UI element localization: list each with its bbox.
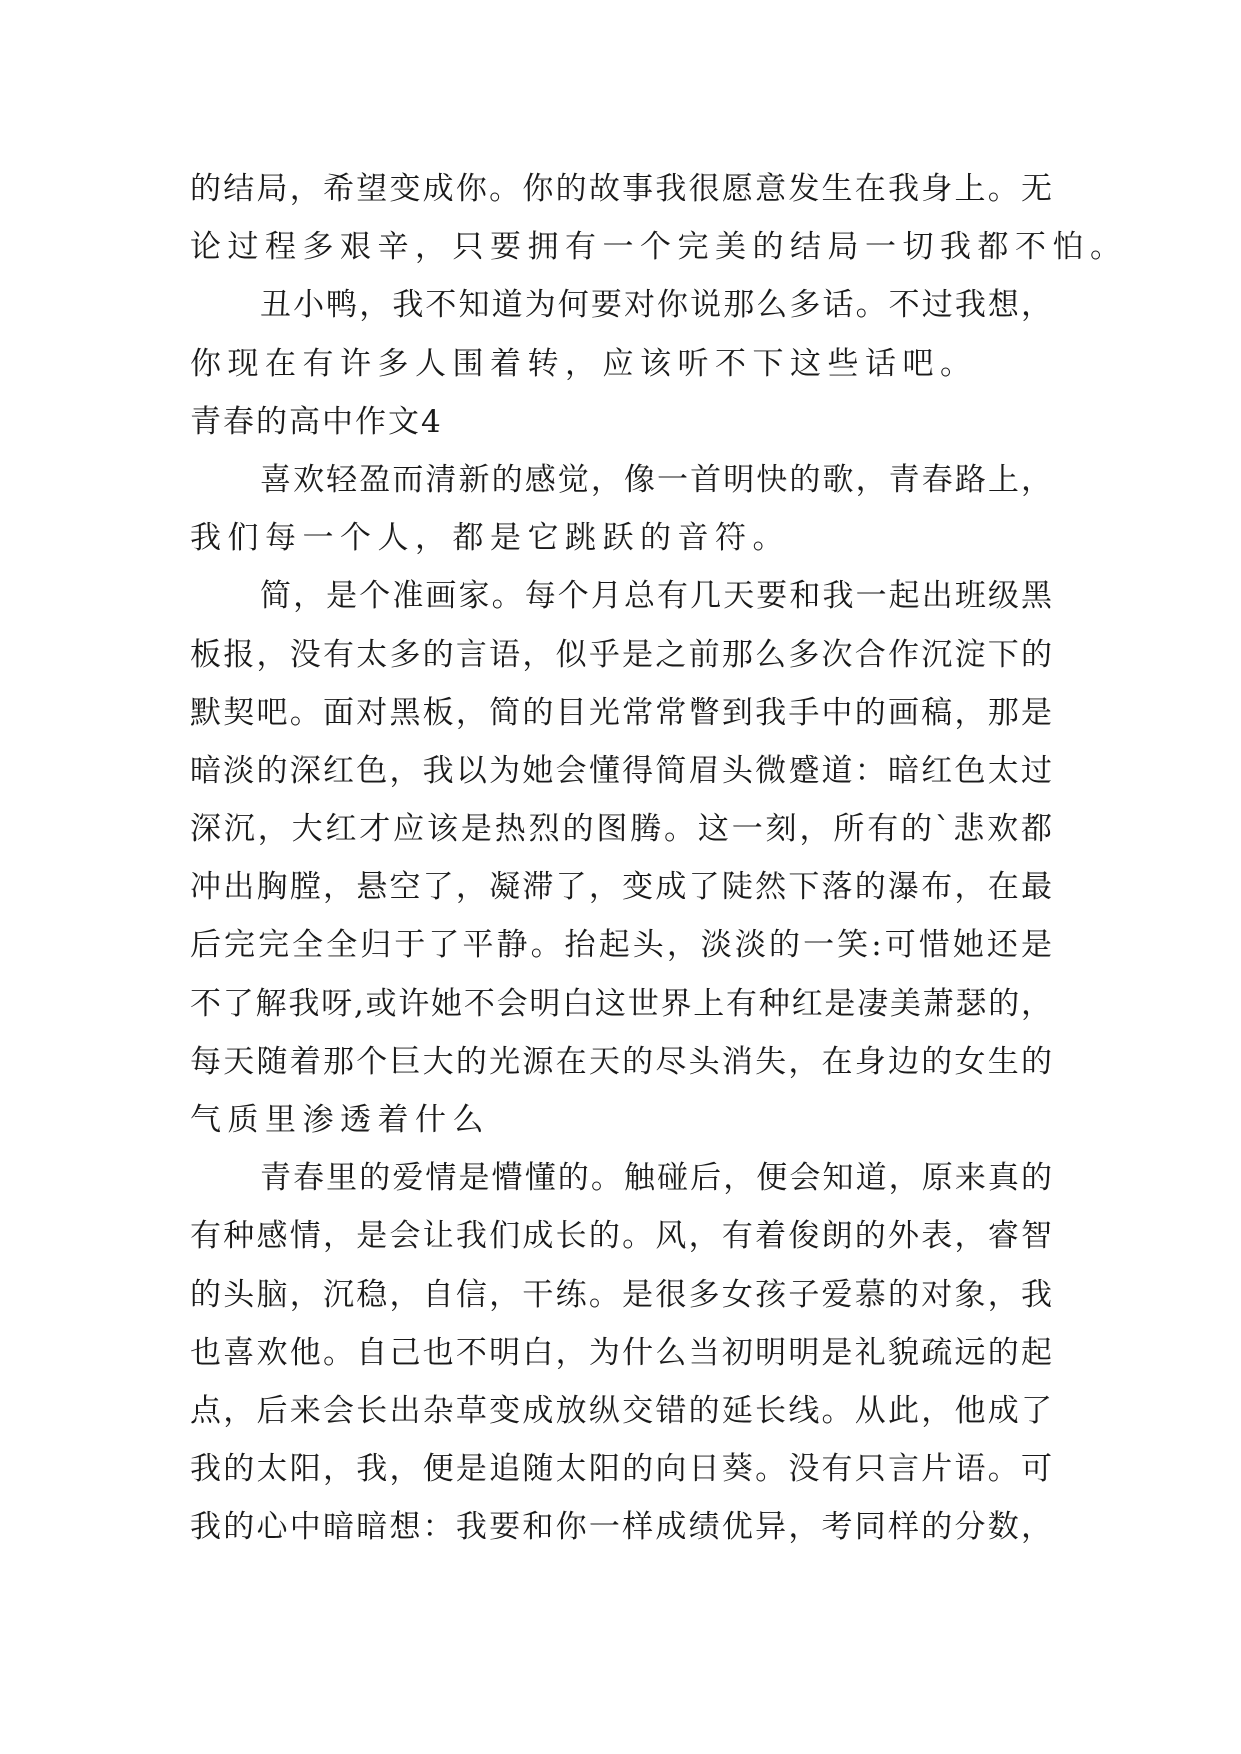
text-line: 我的心中暗暗想：我要和你一样成绩优异，考同样的分数， (190, 1509, 1052, 1546)
text-line: 你现在有许多人围着转，应该听不下这些话吧。 (190, 345, 978, 382)
text-line: 的结局，希望变成你。你的故事我很愿意发生在我身上。无 (190, 171, 1052, 207)
text-line: 板报，没有太多的言语，似乎是之前那么多次合作沉淀下的 (190, 636, 1052, 673)
text-line: 青春里的爱情是懵懂的。触碰后，便会知道，原来真的 (260, 1160, 1052, 1197)
text-line: 每天随着那个巨大的光源在天的尽头消失，在身边的女生的 (190, 1043, 1052, 1080)
text-line: 简，是个准画家。每个月总有几天要和我一起出班级黑 (260, 578, 1052, 615)
text-line: 冲出胸膛，悬空了，凝滞了，变成了陡然下落的瀑布，在最 (190, 869, 1052, 906)
text-line: 气质里渗透着什么 (190, 1102, 490, 1138)
text-line: 有种感情，是会让我们成长的。风，有着俊朗的外表，睿智 (190, 1218, 1052, 1255)
text-line: 不了解我呀,或许她不会明白这世界上有种红是凄美萧瑟的， (190, 985, 1052, 1022)
text-line: 丑小鸭，我不知道为何要对你说那么多话。不过我想， (260, 287, 1052, 324)
text-line: 论过程多艰辛，只要拥有一个完美的结局一切我都不怕。 (190, 229, 1128, 266)
text-line: 也喜欢他。自己也不明白，为什么当初明明是礼貌疏远的起 (190, 1334, 1052, 1371)
document-page (190, 160, 1128, 1557)
text-line: 我们每一个人，都是它跳跃的音符。 (190, 520, 790, 557)
text-line: 点，后来会长出杂草变成放纵交错的延长线。从此，他成了 (190, 1392, 1052, 1429)
text-line: 默契吧。面对黑板，简的目光常常瞥到我手中的画稿，那是 (190, 694, 1052, 731)
text-line: 我的太阳，我，便是追随太阳的向日葵。没有只言片语。可 (190, 1451, 1052, 1488)
text-line: 暗淡的深红色，我以为她会懂得简眉头微蹙道：暗红色太过 (190, 752, 1052, 789)
section-heading: 青春的高中作文4 (190, 403, 443, 440)
text-line: 后完完全全归于了平静。抬起头，淡淡的一笑:可惜她还是 (190, 927, 1052, 964)
text-line: 喜欢轻盈而清新的感觉，像一首明快的歌，青春路上， (260, 461, 1052, 498)
text-line: 深沉，大红才应该是热烈的图腾。这一刻，所有的`悲欢都 (190, 811, 1052, 848)
text-line: 的头脑，沉稳，自信，干练。是很多女孩子爱慕的对象，我 (190, 1276, 1052, 1313)
